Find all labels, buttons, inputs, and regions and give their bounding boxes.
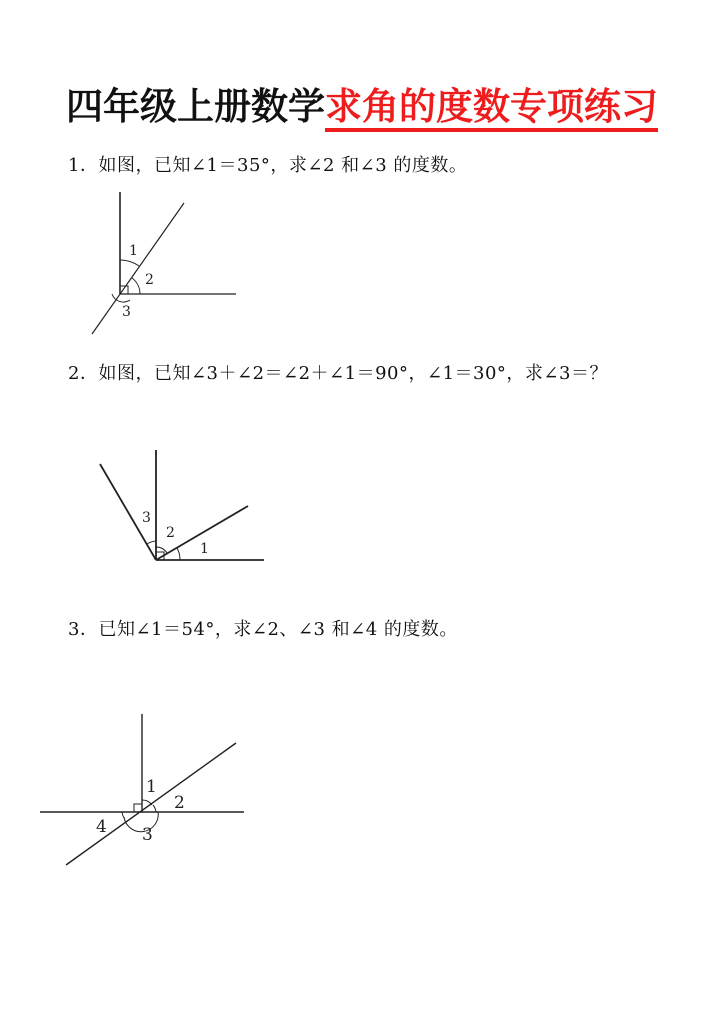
fig3-label-2: 2 [174, 793, 185, 813]
fig3-angle-2-arc [153, 805, 156, 812]
fig1-oblique-line [92, 203, 184, 334]
fig2-label-2: 2 [166, 525, 175, 541]
question-2-figure [96, 446, 272, 570]
fig2-angle-3-arc [147, 541, 156, 544]
fig2-label-3: 3 [142, 510, 151, 526]
fig1-label-1: 1 [129, 243, 138, 259]
fig3-label-3: 3 [142, 825, 153, 845]
fig3-label-4: 4 [96, 817, 107, 837]
question-1-text: 1．如图，已知∠1＝35°，求∠2 和∠3 的度数。 [68, 155, 468, 176]
fig1-angle-2-arc [132, 278, 140, 294]
fig2-angle-1-arc [177, 548, 180, 560]
worksheet-title [0, 84, 724, 130]
title-topic: 求角的度数专项练习 [325, 85, 658, 132]
fig1-angle-1-arc [120, 260, 139, 266]
fig1-label-3: 3 [122, 304, 131, 320]
question-1-figure [88, 188, 248, 338]
fig2-label-1: 1 [200, 541, 209, 557]
question-3-figure [36, 710, 248, 870]
fig3-label-1: 1 [146, 777, 157, 797]
question-2-text: 2．如图，已知∠3＋∠2＝∠2＋∠1＝90°，∠1＝30°，求∠3＝？ [68, 363, 608, 384]
fig3-angle-4-arc [122, 812, 124, 818]
question-3-text: 3．已知∠1＝54°，求∠2、∠3 和∠4 的度数。 [68, 619, 458, 640]
fig1-label-2: 2 [145, 272, 154, 288]
title-grade-subject: 四年级上册数学 [66, 85, 325, 128]
